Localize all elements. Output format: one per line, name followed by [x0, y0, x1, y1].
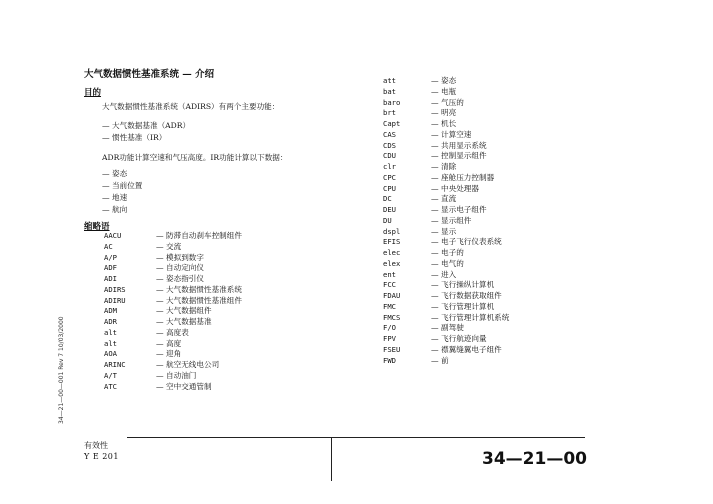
page-title: 大气数据惯性基准系统 — 介绍: [84, 69, 215, 80]
abbr-meaning: — 机长: [431, 119, 457, 128]
abbr-meaning: — 电子飞行仪表系统: [431, 237, 502, 247]
abbr-meaning: — 明亮: [431, 108, 457, 118]
table-row: [383, 313, 509, 324]
table-row: [383, 270, 509, 281]
table-row: [104, 317, 242, 328]
abbr-meaning: — 清除: [431, 162, 457, 171]
page-code: 34—21—00: [482, 449, 587, 469]
abbr-term: ADI: [104, 274, 117, 283]
abbr-term: ADIRS: [104, 284, 126, 294]
table-row: [383, 151, 509, 162]
table-row: [383, 108, 509, 119]
table-row: [383, 205, 509, 216]
table-row: [383, 259, 509, 270]
table-row: [104, 306, 242, 317]
abbr-term: FMC: [383, 301, 396, 311]
abbr-term: DEU: [383, 205, 396, 214]
abbr-term: FDAU: [383, 291, 401, 300]
abbr-term: ADF: [104, 263, 117, 273]
table-row: [383, 323, 509, 334]
table-row: [104, 242, 242, 253]
abbr-term: brt: [383, 108, 396, 118]
table-row: [383, 216, 509, 227]
abbreviation-table-right: [383, 76, 509, 366]
table-row: [104, 231, 242, 242]
list-item: — 当前位置: [102, 181, 143, 190]
table-row: [383, 184, 509, 195]
abbr-meaning: — 大气数据基准: [156, 317, 212, 326]
abbr-meaning: — 防滞自动刹车控制组件: [156, 231, 242, 240]
abbr-term: Capt: [383, 119, 401, 128]
abbr-meaning: — 前: [431, 355, 449, 365]
table-row: [383, 237, 509, 248]
abbr-term: alt: [104, 327, 117, 337]
abbr-meaning: — 姿态指引仪: [156, 274, 204, 283]
abbr-meaning: — 高度: [156, 338, 182, 348]
abbr-term: FWD: [383, 355, 396, 365]
abbr-meaning: — 气压的: [431, 97, 464, 107]
table-row: [383, 194, 509, 205]
abbr-term: DC: [383, 194, 392, 204]
abbr-term: A/P: [104, 252, 117, 262]
table-row: [383, 141, 509, 152]
table-row: [104, 382, 242, 393]
abbr-meaning: — 显示组件: [431, 215, 472, 225]
abbr-term: CPU: [383, 183, 396, 193]
abbr-meaning: — 控制显示组件: [431, 151, 487, 161]
table-row: [104, 285, 242, 296]
abbr-term: bat: [383, 86, 396, 96]
abbreviations-heading: 缩略语: [84, 222, 110, 232]
table-row: [104, 296, 242, 307]
table-row: [104, 339, 242, 350]
abbr-term: FMCS: [383, 312, 401, 322]
table-row: [104, 274, 242, 285]
abbr-meaning: — 中央处理器: [431, 183, 479, 193]
table-row: [383, 280, 509, 291]
abbr-term: elex: [383, 258, 401, 268]
list-item: — 惯性基准（IR）: [102, 133, 167, 142]
abbr-meaning: — 大气数据组件: [156, 306, 212, 316]
abbr-term: ADR: [104, 317, 117, 326]
abbr-meaning: — 电瓶: [431, 86, 457, 96]
table-row: [104, 371, 242, 382]
abbr-term: EFIS: [383, 237, 401, 247]
abbr-term: ARINC: [104, 360, 126, 369]
abbr-meaning: — 显示: [431, 226, 457, 236]
abbr-meaning: — 飞行管理计算机系统: [431, 312, 510, 322]
purpose-heading: 目的: [84, 88, 102, 98]
abbr-meaning: — 迎角: [156, 349, 182, 359]
abbr-meaning: — 座舱压力控制器: [431, 172, 495, 182]
table-row: [383, 87, 509, 98]
abbr-meaning: — 直流: [431, 194, 457, 204]
abbr-meaning: — 飞行操纵计算机: [431, 280, 495, 290]
ir-data-list: [102, 168, 142, 216]
abbr-term: CAS: [383, 129, 396, 139]
table-row: [104, 349, 242, 360]
table-row: [104, 360, 242, 371]
abbr-meaning: — 电气的: [431, 258, 464, 268]
abbr-meaning: — 自动油门: [156, 370, 197, 380]
abbr-meaning: — 计算空速: [431, 129, 472, 139]
abbr-meaning: — 模拟到数字: [156, 252, 204, 262]
table-row: [383, 334, 509, 345]
abbr-meaning: — 交流: [156, 241, 182, 251]
abbr-term: AC: [104, 241, 113, 251]
list-item: — 地速: [102, 193, 128, 202]
table-row: [383, 173, 509, 184]
abbr-meaning: — 飞行航迹向量: [431, 334, 487, 343]
abbr-term: elec: [383, 248, 401, 257]
abbr-term: alt: [104, 338, 117, 348]
effectivity-label: 有效性: [84, 441, 108, 450]
table-row: [383, 291, 509, 302]
abbreviation-table-left: [104, 231, 242, 392]
effectivity-value: Y E 201: [84, 452, 119, 461]
abbr-term: FCC: [383, 280, 396, 290]
abbr-term: AOA: [104, 349, 117, 359]
abbr-term: A/T: [104, 370, 117, 380]
abbr-meaning: — 襟翼缝翼电子组件: [431, 344, 502, 354]
list-item: — 大气数据基准（ADR）: [102, 121, 191, 130]
table-row: [383, 302, 509, 313]
abbr-term: clr: [383, 162, 396, 171]
abbr-meaning: — 进入: [431, 269, 457, 279]
abbr-term: DU: [383, 215, 392, 225]
function-list: [102, 120, 190, 144]
table-row: [383, 162, 509, 173]
table-row: [383, 130, 509, 141]
abbr-term: AACU: [104, 231, 122, 240]
abbr-term: F/O: [383, 323, 396, 333]
table-row: [104, 263, 242, 274]
footer-divider: [127, 437, 585, 438]
abbr-meaning: — 电子的: [431, 248, 464, 257]
abbr-meaning: — 空中交通管制: [156, 381, 212, 391]
abbr-meaning: — 航空无线电公司: [156, 360, 220, 369]
purpose-intro: 大气数据惯性基准系统（ADIRS）有两个主要功能：: [102, 102, 280, 111]
table-row: [383, 248, 509, 259]
list-item: — 航向: [102, 205, 128, 214]
table-row: [383, 227, 509, 238]
abbr-term: CDS: [383, 140, 396, 150]
abbr-meaning: — 高度表: [156, 327, 189, 337]
abbr-term: FSEU: [383, 344, 401, 354]
abbr-term: ADM: [104, 306, 117, 316]
table-row: [383, 98, 509, 109]
table-row: [383, 345, 509, 356]
table-row: [383, 356, 509, 367]
abbr-meaning: — 自动定向仪: [156, 263, 204, 273]
footer-vertical-divider: [331, 437, 332, 481]
table-row: [104, 328, 242, 339]
abbr-term: CPC: [383, 172, 396, 182]
list-item: — 姿态: [102, 169, 128, 178]
abbr-term: baro: [383, 97, 401, 107]
abbr-term: att: [383, 76, 396, 85]
abbr-meaning: — 飞行管理计算机: [431, 301, 495, 311]
abbr-term: dspl: [383, 226, 401, 236]
table-row: [104, 253, 242, 264]
abbr-meaning: — 姿态: [431, 76, 457, 85]
abbr-meaning: — 大气数据惯性基准组件: [156, 295, 242, 305]
abbr-term: ADIRU: [104, 295, 126, 305]
abbr-term: ent: [383, 269, 396, 279]
table-row: [383, 119, 509, 130]
abbr-meaning: — 显示电子组件: [431, 205, 487, 214]
abbr-meaning: — 共用显示系统: [431, 140, 487, 150]
abbr-term: FPV: [383, 334, 396, 343]
adr-intro: ADR功能计算空速和气压高度。IR功能计算以下数据：: [102, 153, 288, 162]
abbr-meaning: — 飞行数据获取组件: [431, 291, 502, 300]
table-row: [383, 76, 509, 87]
abbr-term: ATC: [104, 381, 117, 391]
abbr-meaning: — 大气数据惯性基准系统: [156, 284, 242, 294]
abbr-meaning: — 副驾驶: [431, 323, 464, 333]
abbr-term: CDU: [383, 151, 396, 161]
revision-sidebar: 34—21—00—001 Rev 7 10/03/2000: [58, 316, 65, 424]
